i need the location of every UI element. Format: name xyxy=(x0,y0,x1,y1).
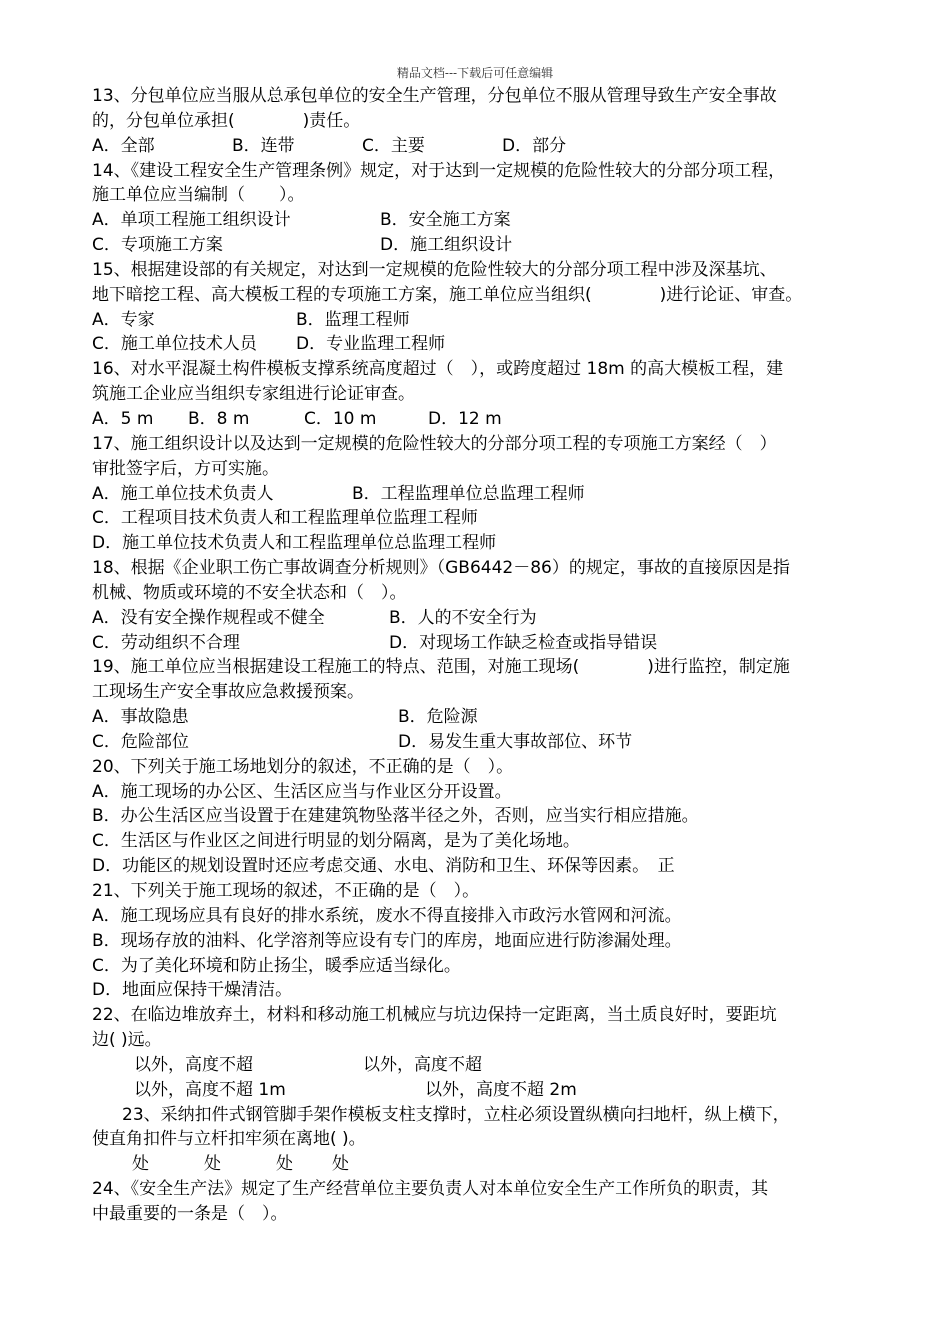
q17-stem-line2: 审批签字后，方可实施。 xyxy=(92,458,279,479)
q22-options-row2 xyxy=(92,1078,882,1103)
q22-option-d: 以外，高度不超 2m xyxy=(425,1079,577,1100)
q22-option-b: 以外，高度不超 xyxy=(363,1054,482,1075)
q13-option-b: B．连带 xyxy=(232,135,295,156)
q17-options-row1 xyxy=(92,482,882,507)
q21-option-c: C．为了美化环境和防止扬尘，暖季应适当绿化。 xyxy=(92,955,461,976)
q20-option-c: C．生活区与作业区之间进行明显的划分隔离，是为了美化场地。 xyxy=(92,831,580,852)
q16-option-b: B．8 m xyxy=(188,408,250,429)
q17-option-b: B．工程监理单位总监理工程师 xyxy=(352,483,585,504)
q21-option-d: D．地面应保持干燥清洁。 xyxy=(92,980,293,1001)
q23-stem-line2: 使直角扣件与立杆扣牢须在离地( )。 xyxy=(92,1129,366,1150)
q14-stem-line1: 14、《建设工程安全生产管理条例》规定，对于达到一定规模的危险性较大的分部分项工程， xyxy=(92,160,786,181)
q21-option-b: B．现场存放的油料、化学溶剂等应设有专门的库房，地面应进行防渗漏处理。 xyxy=(92,930,682,951)
q14-option-c: C．专项施工方案 xyxy=(92,235,223,256)
q13-stem-line1: 13、分包单位应当服从总承包单位的安全生产管理，分包单位不服从管理导致生产安全事故 xyxy=(92,86,777,106)
q19-options-row2 xyxy=(92,730,882,755)
q24-stem-line2: 中最重要的一条是（ ）。 xyxy=(92,1203,288,1224)
q19-options-row1 xyxy=(92,705,882,730)
page-header: 精品文档---下载后可任意编辑 xyxy=(396,66,554,80)
q15-options-row1 xyxy=(92,308,882,333)
q19-stem-line2: 工现场生产安全事故应急救援预案。 xyxy=(92,682,364,703)
q15-stem-line1: 15、根据建设部的有关规定，对达到一定规模的危险性较大的分部分项工程中涉及深基坑、 xyxy=(92,259,777,280)
q16-option-c: C．10 m xyxy=(304,408,377,429)
q15-option-c: C．施工单位技术人员 xyxy=(92,334,257,355)
q19-option-d: D．易发生重大事故部位、环节 xyxy=(398,731,633,752)
q19-option-b: B．危险源 xyxy=(398,707,478,728)
q22-option-c: 以外，高度不超 1m xyxy=(134,1079,286,1100)
q15-option-a: A．专家 xyxy=(92,309,155,330)
q23-options xyxy=(92,1152,882,1177)
q20-option-b: B．办公生活区应当设置于在建建筑物坠落半径之外，否则，应当实行相应措施。 xyxy=(92,806,699,827)
q16-option-a: A．5 m xyxy=(92,408,154,429)
q18-option-a: A．没有安全操作规程或不健全 xyxy=(92,607,325,628)
q14-options-row2 xyxy=(92,233,882,258)
q22-options-row1 xyxy=(92,1053,882,1078)
q18-option-c: C．劳动组织不合理 xyxy=(92,632,240,653)
q19-option-a: A．事故隐患 xyxy=(92,707,189,728)
q14-stem-line2: 施工单位应当编制（ ）。 xyxy=(92,185,305,206)
q21-stem: 21、下列关于施工现场的叙述，不正确的是（ ）。 xyxy=(92,881,480,901)
q20-stem: 20、下列关于施工场地划分的叙述，不正确的是（ ）。 xyxy=(92,756,514,777)
q22-stem-line2: 边( )远。 xyxy=(92,1030,162,1051)
q16-option-d: D．12 m xyxy=(428,408,502,429)
q14-options-row1 xyxy=(92,208,882,233)
q13-option-a: A．全部 xyxy=(92,135,155,156)
q22-stem-line1: 22、在临边堆放弃土，材料和移动施工机械应与坑边保持一定距离，当土质良好时，要距坑 xyxy=(92,1005,777,1026)
q17-stem-line1: 17、施工组织设计以及达到一定规模的危险性较大的分部分项工程的专项施工方案经（ ） xyxy=(92,433,777,454)
q14-option-a: A．单项工程施工组织设计 xyxy=(92,210,291,231)
q18-stem-line1: 18、根据《企业职工伤亡事故调查分析规则》（GB6442－86）的规定，事故的直接原因是指 xyxy=(92,558,790,579)
q19-stem-line1: 19、施工单位应当根据建设工程施工的特点、范围，对施工现场( )进行监控，制定施 xyxy=(92,657,790,678)
q13-option-d: D．部分 xyxy=(502,135,567,156)
q23-option-a: 处 xyxy=(132,1154,149,1175)
q15-stem-line2: 地下暗挖工程、高大模板工程的专项施工方案，施工单位应当组织( )进行论证、审查。 xyxy=(92,284,803,305)
q16-stem-line1: 16、对水平混凝土构件模板支撑系统高度超过（ ），或跨度超过 18m 的高大模板工程，建 xyxy=(92,359,784,380)
q20-option-a: A．施工现场的办公区、生活区应当与作业区分开设置。 xyxy=(92,781,512,802)
q21-option-a: A．施工现场应具有良好的排水系统，废水不得直接排入市政污水管网和河流。 xyxy=(92,905,682,926)
q13-options xyxy=(92,134,882,159)
q23-stem-line1: 23、采纳扣件式钢管脚手架作模板支柱支撑时，立柱必须设置纵横向扫地杆，纵上横下， xyxy=(122,1104,790,1125)
question-list xyxy=(92,84,882,1227)
q13-option-c: C．主要 xyxy=(362,135,425,156)
q14-option-d: D．施工组织设计 xyxy=(380,235,513,256)
q18-stem-line2: 机械、物质或环境的不安全状态和（ ）。 xyxy=(92,582,407,603)
q17-option-d: D．施工单位技术负责人和工程监理单位总监理工程师 xyxy=(92,533,497,554)
q22-option-a: 以外，高度不超 xyxy=(134,1054,253,1075)
q23-option-d: 处 xyxy=(332,1154,349,1175)
q15-option-b: B．监理工程师 xyxy=(296,309,410,330)
q16-stem-line2: 筑施工企业应当组织专家组进行论证审查。 xyxy=(92,384,415,405)
q23-option-c: 处 xyxy=(276,1154,293,1175)
q19-option-c: C．危险部位 xyxy=(92,731,189,752)
q14-option-b: B．安全施工方案 xyxy=(380,210,511,231)
q17-option-a: A．施工单位技术负责人 xyxy=(92,483,274,504)
q18-option-b: B．人的不安全行为 xyxy=(389,607,537,628)
q23-option-b: 处 xyxy=(204,1154,221,1175)
q13-stem-line2: 的，分包单位承担( )责任。 xyxy=(92,110,361,131)
q24-stem-line1: 24、《安全生产法》规定了生产经营单位主要负责人对本单位安全生产工作所负的职责，其 xyxy=(92,1179,769,1200)
q15-options-row2 xyxy=(92,332,882,357)
q16-options xyxy=(92,407,882,432)
q20-option-d: D．功能区的规划设置时还应考虑交通、水电、消防和卫生、环保等因素。 正 xyxy=(92,856,675,877)
q17-option-c: C．工程项目技术负责人和工程监理单位监理工程师 xyxy=(92,508,478,529)
q18-options-row1 xyxy=(92,606,882,631)
q15-option-d: D．专业监理工程师 xyxy=(296,334,446,355)
q18-option-d: D．对现场工作缺乏检查或指导错误 xyxy=(389,632,658,653)
q18-options-row2 xyxy=(92,631,882,656)
